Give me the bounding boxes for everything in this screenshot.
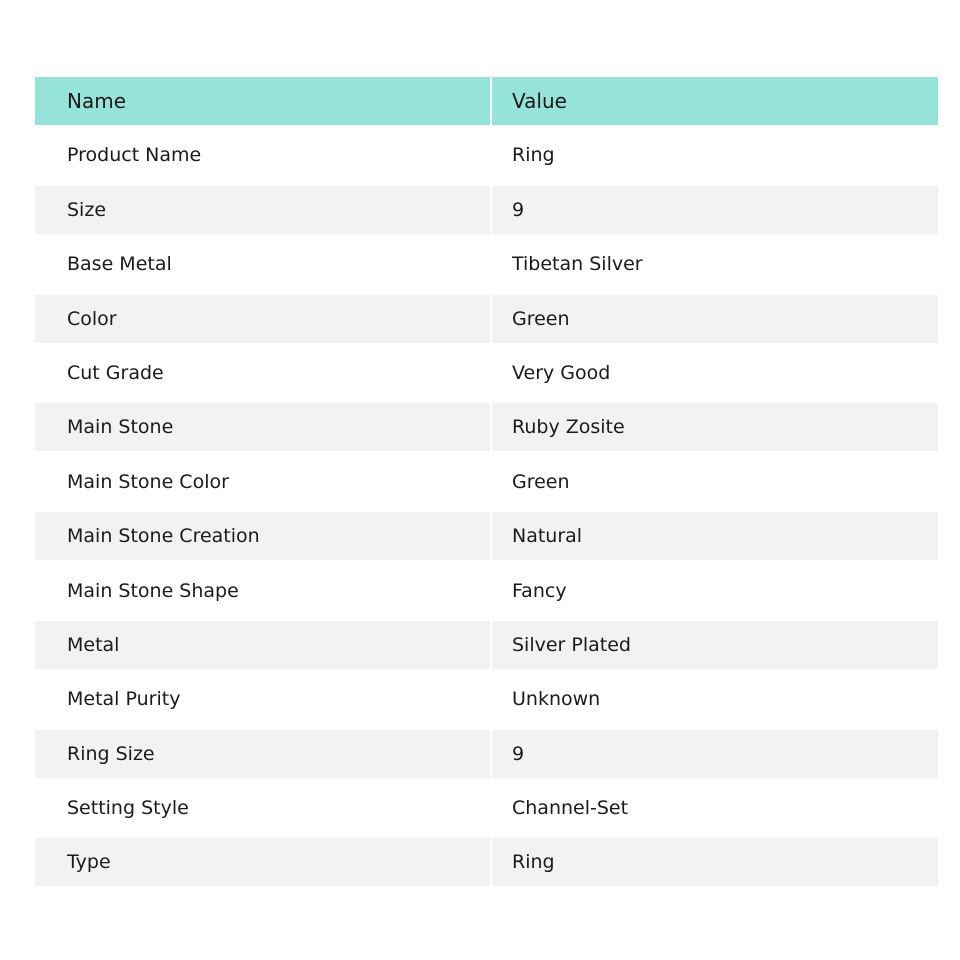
table-row bbox=[35, 838, 938, 886]
row-value: Ruby Zosite bbox=[492, 403, 938, 451]
row-label: Main Stone Shape bbox=[67, 579, 239, 602]
row-value: Ring bbox=[492, 838, 938, 886]
table-header-row bbox=[35, 77, 938, 125]
row-label: Color bbox=[35, 295, 490, 343]
table-row bbox=[35, 730, 938, 778]
row-label: Main Stone Creation bbox=[35, 512, 490, 560]
table-row bbox=[35, 675, 938, 723]
row-value: 9 bbox=[492, 730, 938, 778]
row-label: Size bbox=[35, 186, 490, 234]
table-row bbox=[35, 131, 938, 179]
table-row bbox=[35, 512, 938, 560]
table-row bbox=[35, 784, 938, 832]
row-value: Unknown bbox=[512, 688, 601, 711]
table-row bbox=[35, 240, 938, 288]
row-label: Setting Style bbox=[67, 797, 189, 820]
row-value: Green bbox=[512, 470, 570, 493]
row-label: Base Metal bbox=[67, 253, 172, 276]
row-value: Natural bbox=[492, 512, 938, 560]
row-label: Main Stone Color bbox=[67, 470, 229, 493]
row-value: Tibetan Silver bbox=[512, 253, 643, 276]
column-header-name: Name bbox=[35, 77, 490, 125]
row-value: Silver Plated bbox=[492, 621, 938, 669]
row-value: Ring bbox=[512, 144, 555, 167]
row-label: Type bbox=[35, 838, 490, 886]
row-label: Ring Size bbox=[35, 730, 490, 778]
row-value: Fancy bbox=[512, 579, 567, 602]
column-header-value: Value bbox=[492, 77, 938, 125]
row-value: Very Good bbox=[512, 361, 611, 384]
row-label: Product Name bbox=[67, 144, 202, 167]
row-value: 9 bbox=[492, 186, 938, 234]
table-row bbox=[35, 349, 938, 397]
table-row bbox=[35, 295, 938, 343]
table-row bbox=[35, 567, 938, 615]
row-label: Cut Grade bbox=[67, 361, 164, 384]
row-label: Metal bbox=[35, 621, 490, 669]
row-label: Main Stone bbox=[35, 403, 490, 451]
row-value: Channel-Set bbox=[512, 797, 629, 820]
table-row bbox=[35, 186, 938, 234]
row-label: Metal Purity bbox=[67, 688, 181, 711]
row-value: Green bbox=[492, 295, 938, 343]
table-row bbox=[35, 621, 938, 669]
specifications-table bbox=[35, 77, 938, 886]
table-row bbox=[35, 458, 938, 506]
table-row bbox=[35, 403, 938, 451]
